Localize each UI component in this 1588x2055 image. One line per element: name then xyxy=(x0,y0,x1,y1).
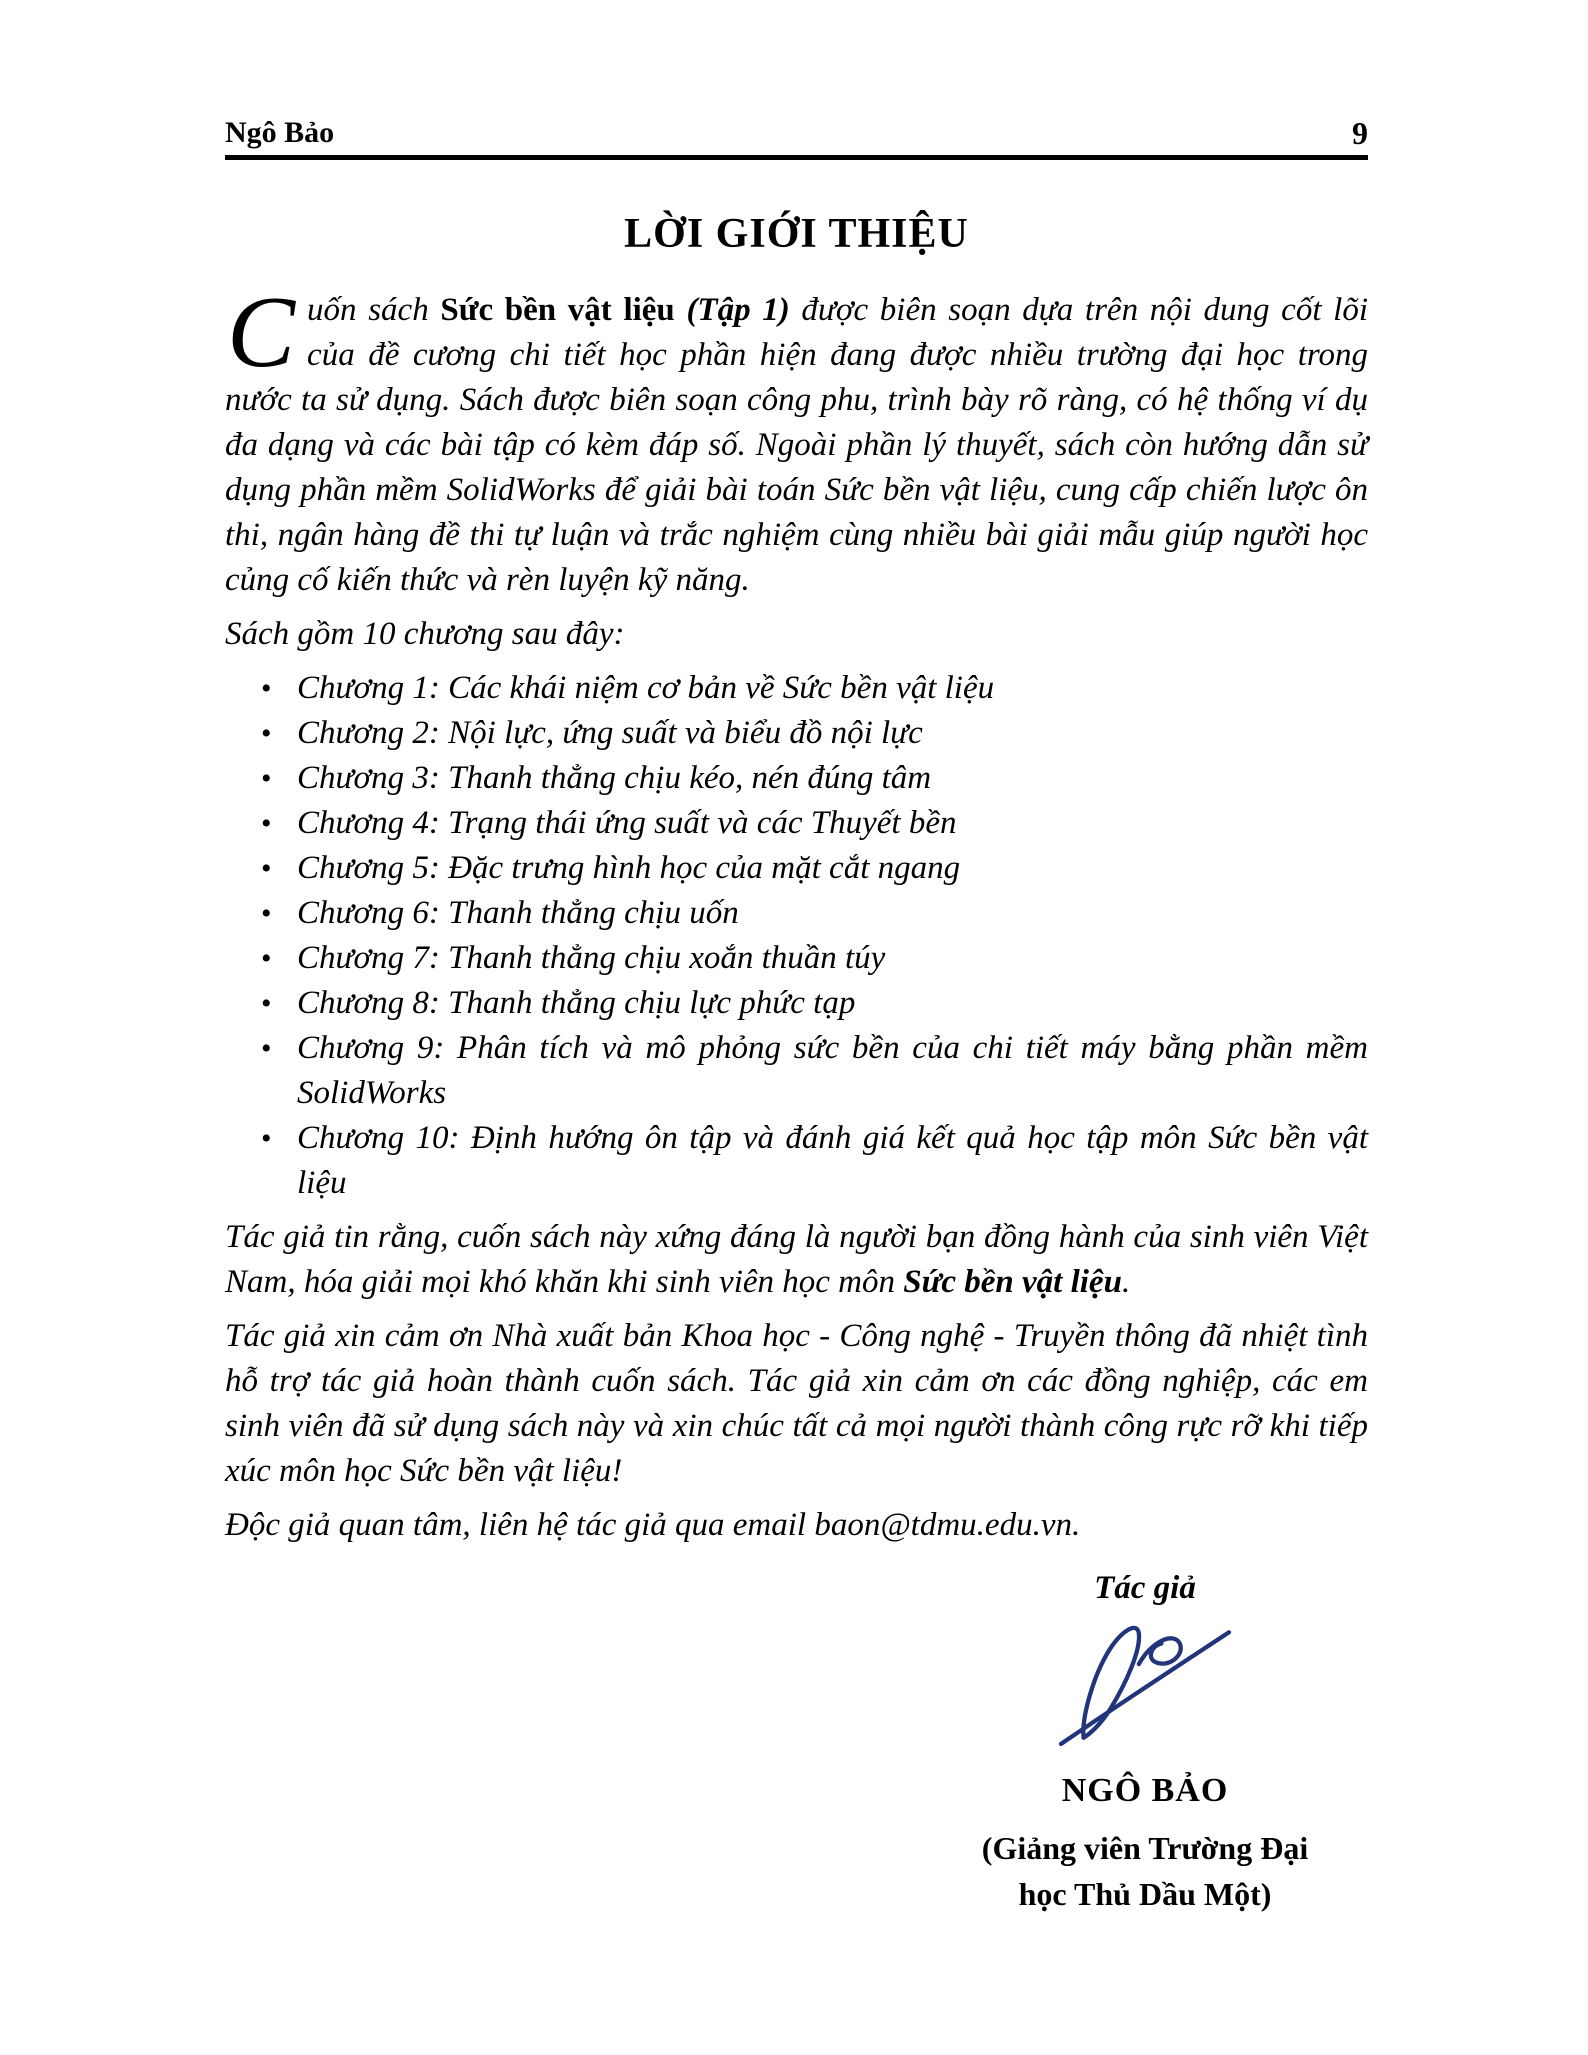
bullet-icon: • xyxy=(261,807,272,840)
bullet-icon: • xyxy=(261,852,272,885)
intro-paragraph xyxy=(225,276,1368,603)
page-title: LỜI GIỚI THIỆU xyxy=(624,211,969,257)
signature-stroke-line xyxy=(1061,1632,1229,1744)
closing1-book-title: Sức bền vật liệu xyxy=(903,1264,1122,1300)
chapter-item xyxy=(225,981,1368,1026)
chapter-item xyxy=(225,756,1368,801)
chapter-list xyxy=(225,666,1368,1206)
chapter-label: Chương 3: Thanh thẳng chịu kéo, nén đúng tâm xyxy=(297,760,932,796)
chapter-label: Chương 10: Định hướng ôn tập và đánh giá kết quả học tập môn Sức bền vật liệu xyxy=(297,1120,1368,1201)
chapter-list-intro: Sách gồm 10 chương sau đây: xyxy=(225,616,625,652)
chapter-label: Chương 9: Phân tích và mô phỏng sức bền của chi tiết máy bằng phần mềm SolidWorks xyxy=(297,1030,1368,1111)
signature-strokes xyxy=(1061,1628,1229,1744)
running-header xyxy=(225,116,1368,160)
author-role-line-2: học Thủ Dầu Một) xyxy=(1018,1876,1272,1912)
chapter-label: Chương 5: Đặc trưng hình học của mặt cắt ngang xyxy=(297,850,961,886)
chapter-label: Chương 4: Trạng thái ứng suất và các Thuyết bền xyxy=(297,805,957,841)
bullet-icon: • xyxy=(261,942,272,975)
chapter-item xyxy=(225,1026,1368,1116)
page-number: 9 xyxy=(1352,115,1368,151)
intro-lead: uốn sách xyxy=(307,292,441,328)
bullet-icon: • xyxy=(261,717,272,750)
closing1-period: . xyxy=(1121,1264,1131,1300)
closing1-text: Tác giả tin rằng, cuốn sách này xứng đáng là người bạn đồng hành của sinh viên Việt Nam, hóa giải mọi khó khăn khi sinh viên học môn xyxy=(225,1219,1368,1300)
book-title-bold: Sức bền vật liệu xyxy=(440,292,687,328)
volume-bold-italic: (Tập 1) xyxy=(686,292,790,328)
bullet-icon: • xyxy=(261,897,272,930)
chapter-item xyxy=(225,936,1368,981)
chapter-item xyxy=(225,666,1368,711)
bullet-icon: • xyxy=(261,1122,272,1155)
signature-stroke-spiral xyxy=(1139,1638,1181,1664)
author-role xyxy=(945,1825,1345,1917)
bullet-icon: • xyxy=(261,762,272,795)
bullet-icon: • xyxy=(261,987,272,1020)
intro-rest: được biên soạn dựa trên nội dung cốt lõi của đề cương chi tiết học phần hiện đang được nhiều trường đại học trong nước ta sử dụng. Sách được biên soạn công phu, trình bày rõ ràng, có hệ thống ví dụ đa dạng và các bài tập có kèm đáp số. Ngoài phần lý thuyết, sách còn hướng dẫn sử dụng phần mềm SolidWorks để giải bài toán Sức bền vật liệu, cung cấp chiến lược ôn thi, ngân hàng đề thi tự luận và trắc nghiệm cùng nhiều bài giải mẫu giúp người học củng cố kiến thức và rèn luyện kỹ năng. xyxy=(225,292,1368,598)
chapter-item xyxy=(225,711,1368,756)
bullet-icon: • xyxy=(261,672,272,705)
chapter-item xyxy=(225,846,1368,891)
closing-paragraph-2: Tác giả xin cảm ơn Nhà xuất bản Khoa học - Công nghệ - Truyền thông đã nhiệt tình hỗ trợ tác giả hoàn thành cuốn sách. Tác giả xin cảm ơn các đồng nghiệp, các em sinh viên đã sử dụng sách này và xin chúc tất cả mọi người thành công rực rỡ khi tiếp xúc môn học Sức bền vật liệu! xyxy=(225,1318,1368,1489)
running-author: Ngô Bảo xyxy=(225,116,335,149)
chapter-item xyxy=(225,1116,1368,1206)
chapter-label: Chương 2: Nội lực, ứng suất và biểu đồ nội lực xyxy=(297,715,923,751)
contact-line: Độc giả quan tâm, liên hệ tác giả qua email baon@tdmu.edu.vn. xyxy=(225,1507,1081,1543)
signature-block xyxy=(945,1566,1345,1917)
author-role-line-1: (Giảng viên Trường Đại xyxy=(981,1830,1309,1866)
chapter-item xyxy=(225,801,1368,846)
author-name: NGÔ BẢO xyxy=(1061,1772,1229,1809)
signature-ink xyxy=(1050,1619,1240,1747)
chapter-label: Chương 1: Các khái niệm cơ bản về Sức bền vật liệu xyxy=(297,670,995,706)
chapter-label: Chương 6: Thanh thẳng chịu uốn xyxy=(297,895,739,931)
signature-label: Tác giả xyxy=(1094,1570,1196,1606)
chapter-item xyxy=(225,891,1368,936)
drop-cap: C xyxy=(227,276,296,389)
bullet-icon: • xyxy=(261,1032,272,1065)
chapter-label: Chương 8: Thanh thẳng chịu lực phức tạp xyxy=(297,985,856,1021)
closing-paragraph-1 xyxy=(225,1215,1368,1305)
chapter-label: Chương 7: Thanh thẳng chịu xoắn thuần túy xyxy=(297,940,886,976)
